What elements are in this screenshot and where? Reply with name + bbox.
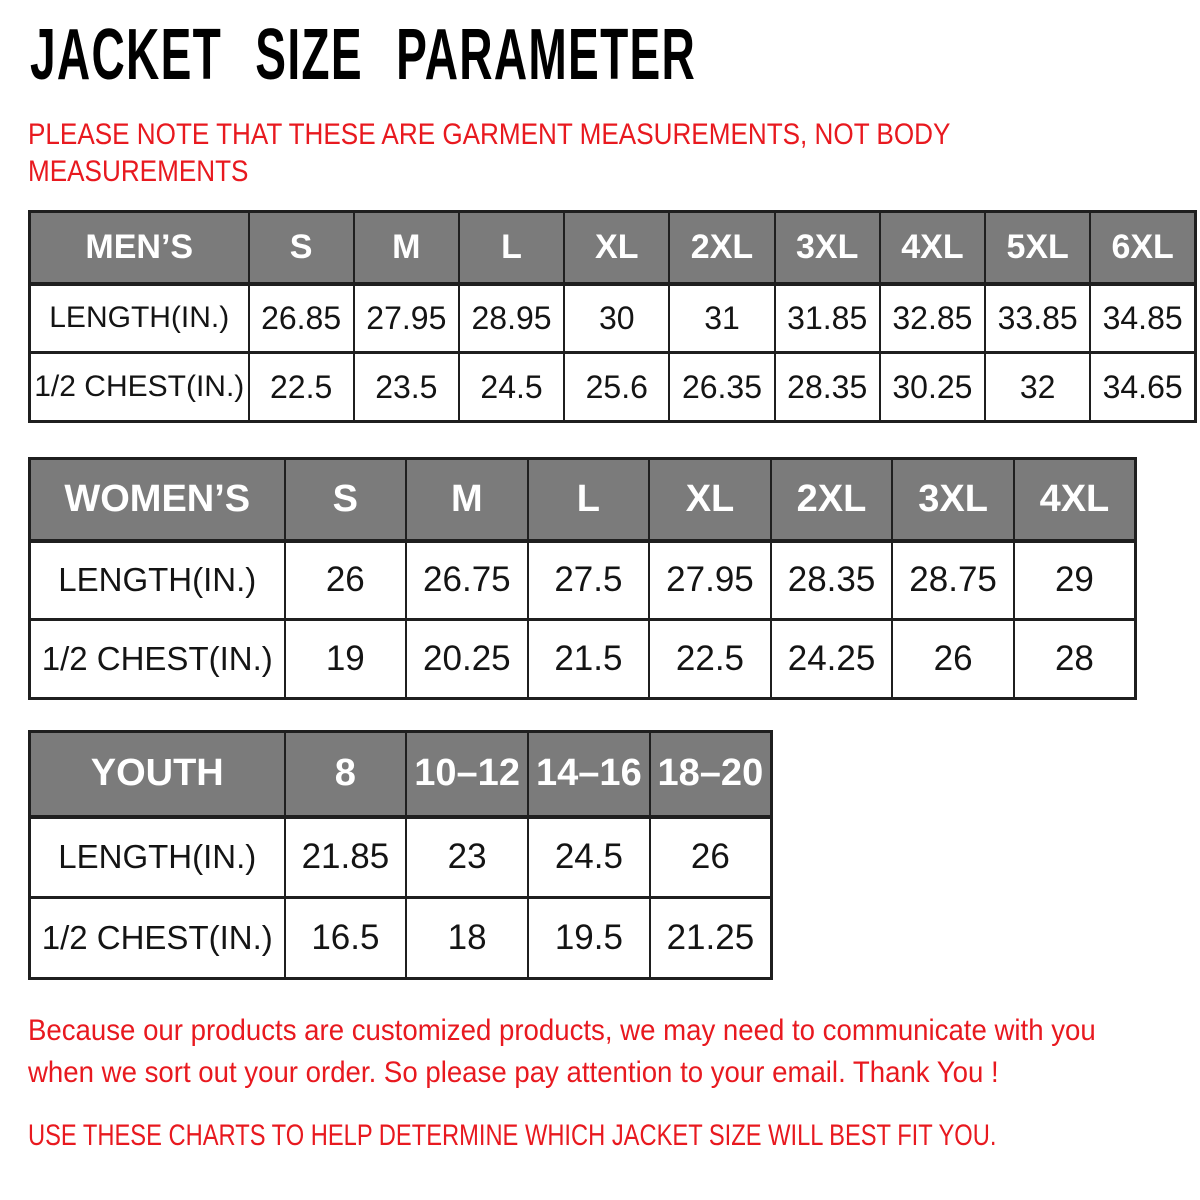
value-cell: 28 bbox=[1014, 620, 1136, 699]
value-cell: 26.75 bbox=[406, 541, 528, 620]
value-cell: 16.5 bbox=[285, 898, 407, 979]
womens-size-table bbox=[28, 457, 1137, 700]
value-cell: 33.85 bbox=[985, 284, 1090, 353]
size-header-cell: L bbox=[528, 459, 650, 541]
size-header-cell: 2XL bbox=[771, 459, 893, 541]
mens-chest-row bbox=[30, 353, 1196, 422]
size-header-cell: 3XL bbox=[775, 212, 880, 284]
womens-header-row bbox=[30, 459, 1136, 541]
row-label-cell: LENGTH(IN.) bbox=[30, 541, 285, 620]
value-cell: 24.5 bbox=[528, 817, 650, 898]
value-cell: 21.85 bbox=[285, 817, 407, 898]
size-header-cell: 14–16 bbox=[528, 732, 650, 817]
value-cell: 20.25 bbox=[406, 620, 528, 699]
row-label-cell: 1/2 CHEST(IN.) bbox=[30, 620, 285, 699]
size-header-cell: 8 bbox=[285, 732, 407, 817]
value-cell: 18 bbox=[406, 898, 528, 979]
size-header-cell: 4XL bbox=[1014, 459, 1136, 541]
value-cell: 22.5 bbox=[249, 353, 354, 422]
row-label-cell: 1/2 CHEST(IN.) bbox=[30, 898, 285, 979]
footer-notes bbox=[28, 1010, 1200, 1156]
value-cell: 28.35 bbox=[771, 541, 893, 620]
value-cell: 25.6 bbox=[564, 353, 669, 422]
value-cell: 24.5 bbox=[459, 353, 564, 422]
value-cell: 28.75 bbox=[892, 541, 1014, 620]
womens-chest-row bbox=[30, 620, 1136, 699]
youth-header-row bbox=[30, 732, 772, 817]
value-cell: 23.5 bbox=[354, 353, 459, 422]
size-header-cell: S bbox=[249, 212, 354, 284]
size-header-cell: S bbox=[285, 459, 407, 541]
row-label-cell: LENGTH(IN.) bbox=[30, 284, 249, 353]
page-title: JACKET SIZE PARAMETER bbox=[30, 15, 697, 95]
value-cell: 29 bbox=[1014, 541, 1136, 620]
row-label-cell: LENGTH(IN.) bbox=[30, 817, 285, 898]
customization-note-line-1: Because our products are customized products, we may need to communicate with you bbox=[28, 1014, 1096, 1047]
mens-length-row bbox=[30, 284, 1196, 353]
row-label-cell: 1/2 CHEST(IN.) bbox=[30, 353, 249, 422]
value-cell: 27.95 bbox=[354, 284, 459, 353]
value-cell: 22.5 bbox=[649, 620, 771, 699]
value-cell: 21.5 bbox=[528, 620, 650, 699]
value-cell: 19 bbox=[285, 620, 407, 699]
garment-measurement-note bbox=[28, 116, 1200, 190]
size-header-cell: 10–12 bbox=[406, 732, 528, 817]
youth-size-table bbox=[28, 730, 773, 980]
value-cell: 24.25 bbox=[771, 620, 893, 699]
mens-header-row bbox=[30, 212, 1196, 284]
value-cell: 23 bbox=[406, 817, 528, 898]
value-cell: 21.25 bbox=[650, 898, 772, 979]
size-header-cell: XL bbox=[564, 212, 669, 284]
size-header-cell: M bbox=[354, 212, 459, 284]
value-cell: 31 bbox=[669, 284, 774, 353]
value-cell: 28.35 bbox=[775, 353, 880, 422]
charts-usage-note: USE THESE CHARTS TO HELP DETERMINE WHICH JACKET SIZE WILL BEST FIT YOU. bbox=[28, 1119, 997, 1152]
value-cell: 26 bbox=[650, 817, 772, 898]
note-line-2: MEASUREMENTS bbox=[28, 155, 249, 188]
value-cell: 32.85 bbox=[880, 284, 985, 353]
value-cell: 34.85 bbox=[1090, 284, 1195, 353]
value-cell: 30.25 bbox=[880, 353, 985, 422]
size-header-cell: 18–20 bbox=[650, 732, 772, 817]
value-cell: 28.95 bbox=[459, 284, 564, 353]
value-cell: 34.65 bbox=[1090, 353, 1195, 422]
value-cell: 19.5 bbox=[528, 898, 650, 979]
size-header-cell: 3XL bbox=[892, 459, 1014, 541]
size-header-cell: M bbox=[406, 459, 528, 541]
youth-chest-row bbox=[30, 898, 772, 979]
value-cell: 26 bbox=[285, 541, 407, 620]
womens-length-row bbox=[30, 541, 1136, 620]
value-cell: 26.35 bbox=[669, 353, 774, 422]
note-line-1: PLEASE NOTE THAT THESE ARE GARMENT MEASUREMENTS, NOT BODY bbox=[28, 118, 951, 151]
value-cell: 31.85 bbox=[775, 284, 880, 353]
value-cell: 32 bbox=[985, 353, 1090, 422]
size-header-cell: XL bbox=[649, 459, 771, 541]
mens-category-header: MEN’S bbox=[30, 212, 249, 284]
mens-size-table bbox=[28, 210, 1197, 423]
size-header-cell: 2XL bbox=[669, 212, 774, 284]
customization-note-line-2: when we sort out your order. So please pay attention to your email. Thank You ! bbox=[28, 1056, 999, 1089]
size-header-cell: 5XL bbox=[985, 212, 1090, 284]
value-cell: 26 bbox=[892, 620, 1014, 699]
value-cell: 30 bbox=[564, 284, 669, 353]
size-header-cell: L bbox=[459, 212, 564, 284]
youth-length-row bbox=[30, 817, 772, 898]
size-header-cell: 6XL bbox=[1090, 212, 1195, 284]
size-header-cell: 4XL bbox=[880, 212, 985, 284]
value-cell: 26.85 bbox=[249, 284, 354, 353]
youth-category-header: YOUTH bbox=[30, 732, 285, 817]
womens-category-header: WOMEN’S bbox=[30, 459, 285, 541]
value-cell: 27.5 bbox=[528, 541, 650, 620]
value-cell: 27.95 bbox=[649, 541, 771, 620]
